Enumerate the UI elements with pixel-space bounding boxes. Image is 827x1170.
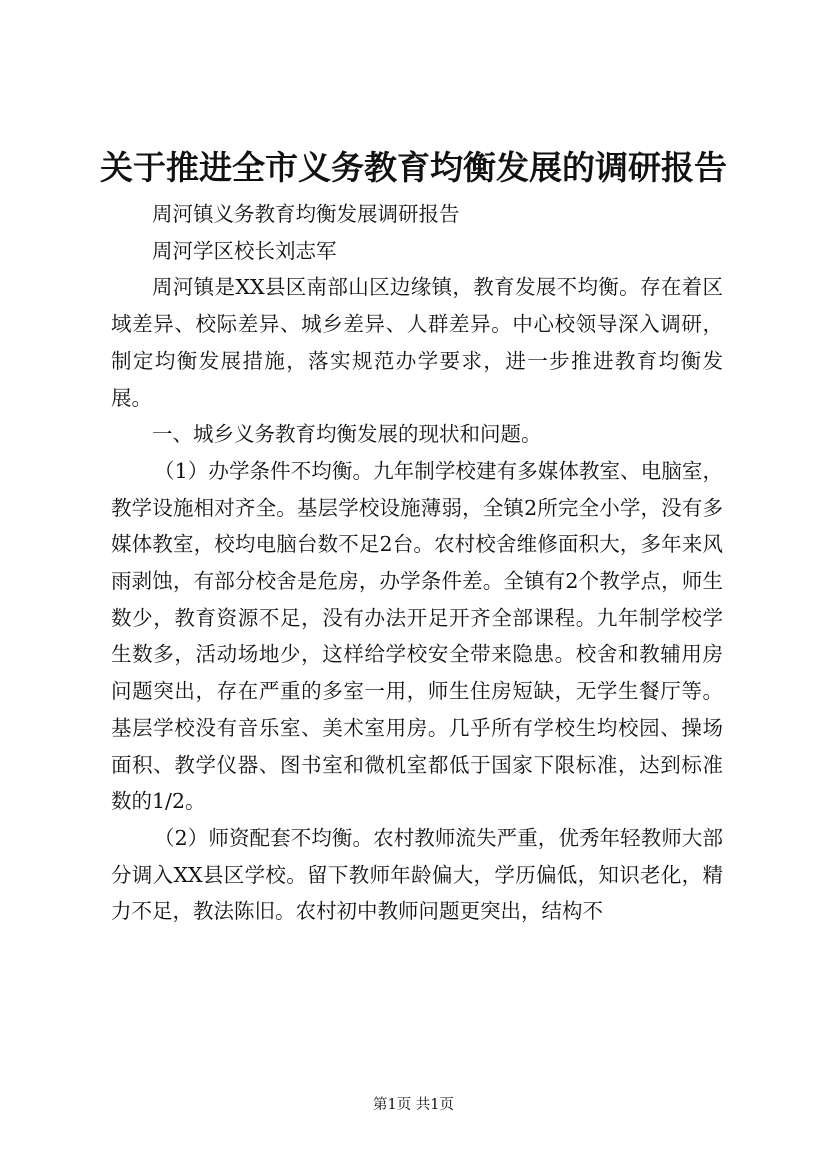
- page-footer: 第1页 共1页: [372, 1097, 455, 1113]
- body-paragraph: （2）师资配套不均衡。农村教师流失严重，优秀年轻教师大部分调入XX县区学校。留下教师年龄偏大，学历偏低，知识老化，精力不足，教法陈旧。农村初中教师问题更突出，结构不: [111, 825, 723, 924]
- author-paragraph: 周河学区校长刘志军: [152, 238, 337, 263]
- intro-paragraph: 周河镇是XX县区南部山区边缘镇，教育发展不均衡。存在着区域差异、校际差异、城乡差异、人群差异。中心校领导深入调研，制定均衡发展措施，落实规范办学要求，进一步推进教育均衡发展。: [111, 275, 723, 410]
- body-paragraph: （1）办学条件不均衡。九年制学校建有多媒体教室、电脑室，教学设施相对齐全。基层学校设施薄弱，全镇2所完全小学，没有多媒体教室，校均电脑台数不足2台。农村校舍维修面积大，多年来风雨剥蚀，有部分校舍是危房，办学条件差。全镇有2个教学点，师生数少，教育资源不足，没有办法开足开齐全部课程。九年制学校学生数多，活动场地少，这样给学校安全带来隐患。校舍和教辅用房问题突出，存在严重的多室一用，师生住房短缺，无学生餐厅等。基层学校没有音乐室、美术室用房。几乎所有学校生均校园、操场面积、教学仪器、图书室和微机室都低于国家下限标准，达到标准数的1/2。: [111, 458, 723, 814]
- section-heading: 一、城乡义务教育均衡发展的现状和问题。: [152, 422, 542, 447]
- document-body: [111, 196, 723, 930]
- subtitle-paragraph: 周河镇义务教育均衡发展调研报告: [152, 202, 460, 226]
- document-title: 关于推进全市义务教育均衡发展的调研报告: [100, 148, 727, 187]
